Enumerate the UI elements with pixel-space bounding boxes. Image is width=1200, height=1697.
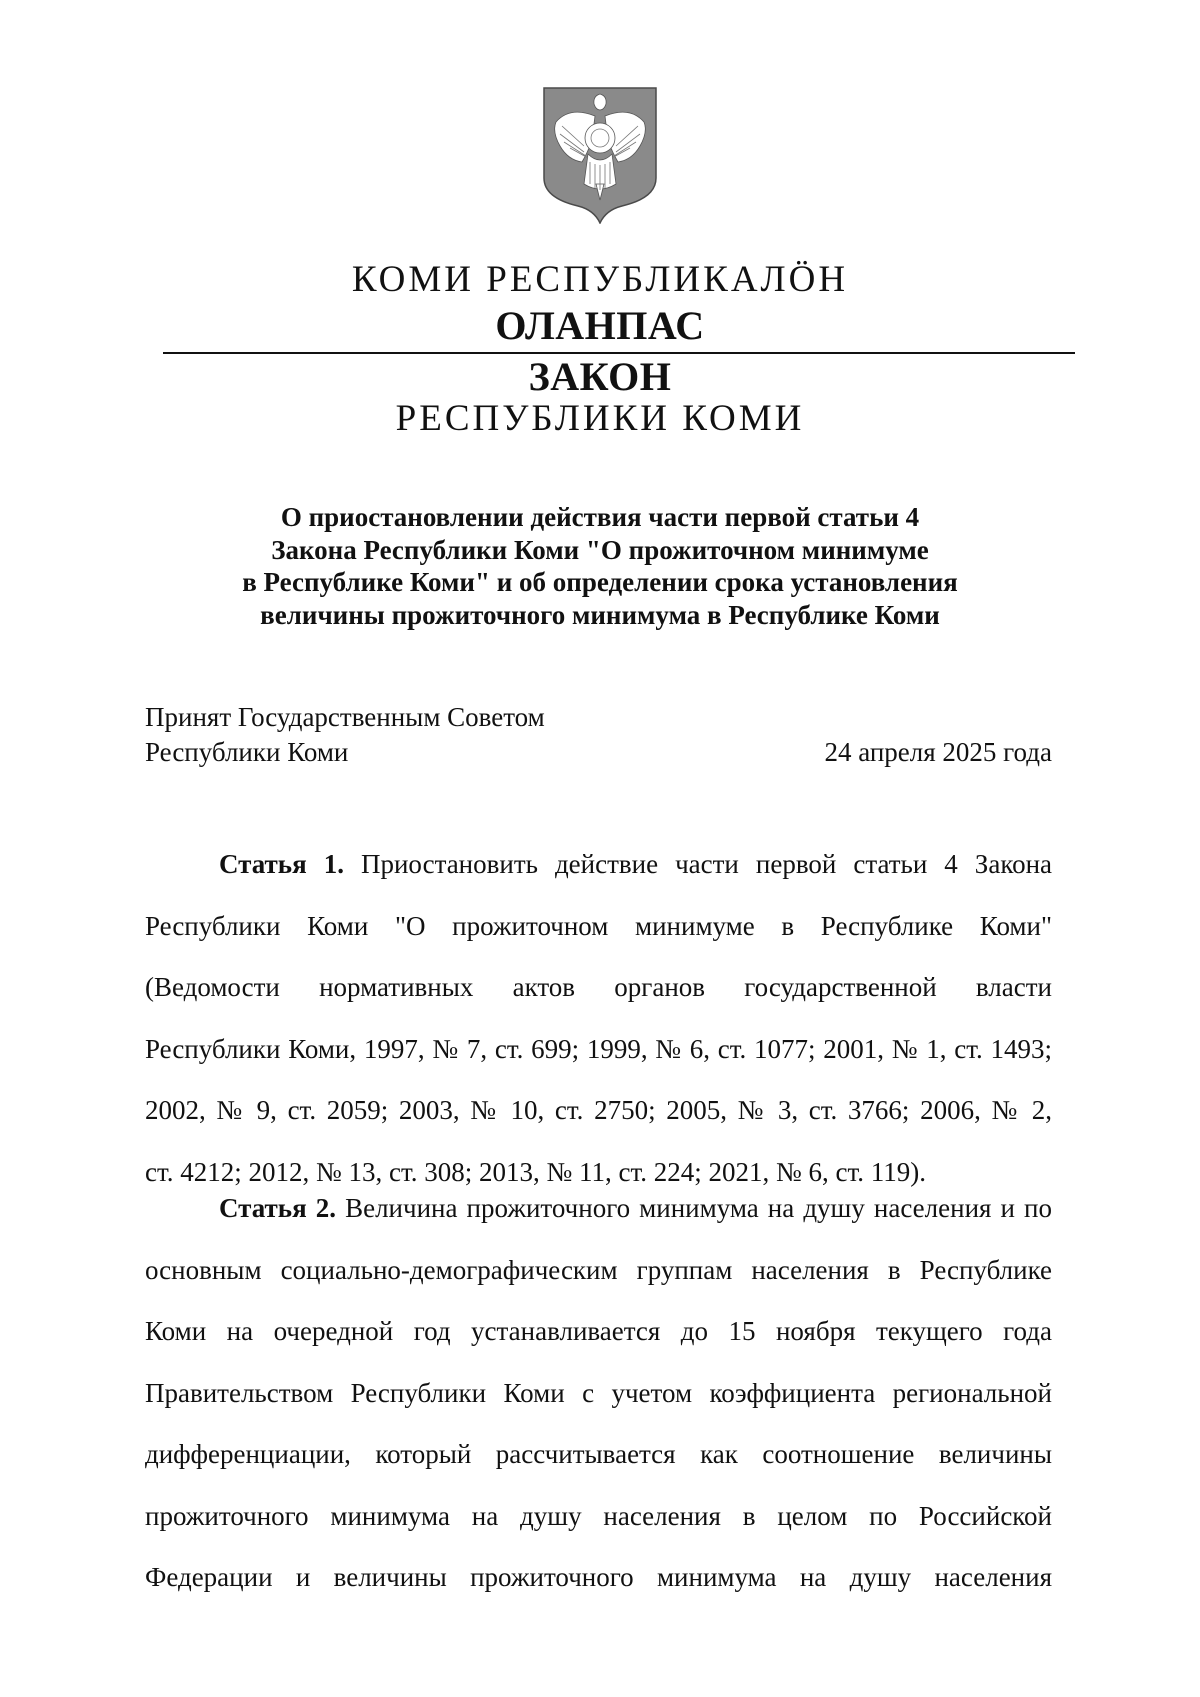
adoption-line: Республики Коми bbox=[145, 737, 349, 767]
adoption-line: Принят Государственным Советом bbox=[145, 702, 545, 732]
article-text-line: дифференциации, который рассчитывается как соотношение величины bbox=[145, 1439, 1052, 1469]
article-text-line: Республики Коми, 1997, № 7, ст. 699; 1999, № 6, ст. 1077; 2001, № 1, ст. 1493; bbox=[145, 1033, 1052, 1064]
article-text-line: 2002, № 9, ст. 2059; 2003, № 10, ст. 2750; 2005, № 3, ст. 3766; 2006, № 2, bbox=[145, 1095, 1052, 1125]
article-1 bbox=[145, 834, 1052, 1203]
header-republic: РЕСПУБЛИКИ КОМИ bbox=[395, 398, 805, 439]
header-komi-republic: КОМИ РЕСПУБЛИКАЛӦН bbox=[351, 259, 849, 300]
article-text: Величина прожиточного минимума на душу населения и по bbox=[336, 1193, 1052, 1223]
article-text-line: основным социально-демографическим группам населения в Республике bbox=[145, 1254, 1052, 1285]
article-text: Приостановить действие части первой статьи 4 Закона bbox=[343, 849, 1052, 879]
article-text-line: Федерации и величины прожиточного минимума на душу населения bbox=[145, 1562, 1052, 1592]
article-text-line: прожиточного минимума на душу населения в целом по Российской bbox=[145, 1500, 1052, 1531]
komi-coat-of-arms-icon bbox=[540, 86, 660, 224]
header-komi-law: ОЛАНПАС bbox=[495, 303, 705, 348]
law-title-line: Закона Республики Коми "О прожиточном минимуме bbox=[271, 534, 929, 565]
law-title bbox=[150, 501, 1050, 631]
article-text-line bbox=[145, 834, 1052, 896]
adoption-statement bbox=[145, 700, 545, 770]
law-title-line: в Республике Коми" и об определении срока установления bbox=[242, 567, 958, 597]
article-text-line: Коми на очередной год устанавливается до 15 ноября текущего года bbox=[145, 1316, 1052, 1346]
law-title-line: О приостановлении действия части первой статьи 4 bbox=[280, 502, 920, 532]
article-text-line: Республики Коми "О прожиточном минимуме в Республике Коми" bbox=[145, 910, 1052, 941]
article-label: Статья 2. bbox=[219, 1193, 337, 1223]
law-title-line: величины прожиточного минимума в Республике Коми bbox=[260, 599, 940, 630]
article-text-line: ст. 4212; 2012, № 13, ст. 308; 2013, № 11, ст. 224; 2021, № 6, ст. 119). bbox=[145, 1156, 927, 1187]
adoption-date: 24 апреля 2025 года bbox=[824, 737, 1052, 767]
header-law: ЗАКОН bbox=[528, 354, 672, 399]
article-label: Статья 1. bbox=[219, 849, 344, 879]
article-text-line: Правительством Республики Коми с учетом коэффициента региональной bbox=[145, 1377, 1052, 1408]
article-text-line: (Ведомости нормативных актов органов государственной власти bbox=[145, 972, 1052, 1002]
article-text-line bbox=[145, 1178, 1052, 1240]
article-2 bbox=[145, 1178, 1052, 1609]
